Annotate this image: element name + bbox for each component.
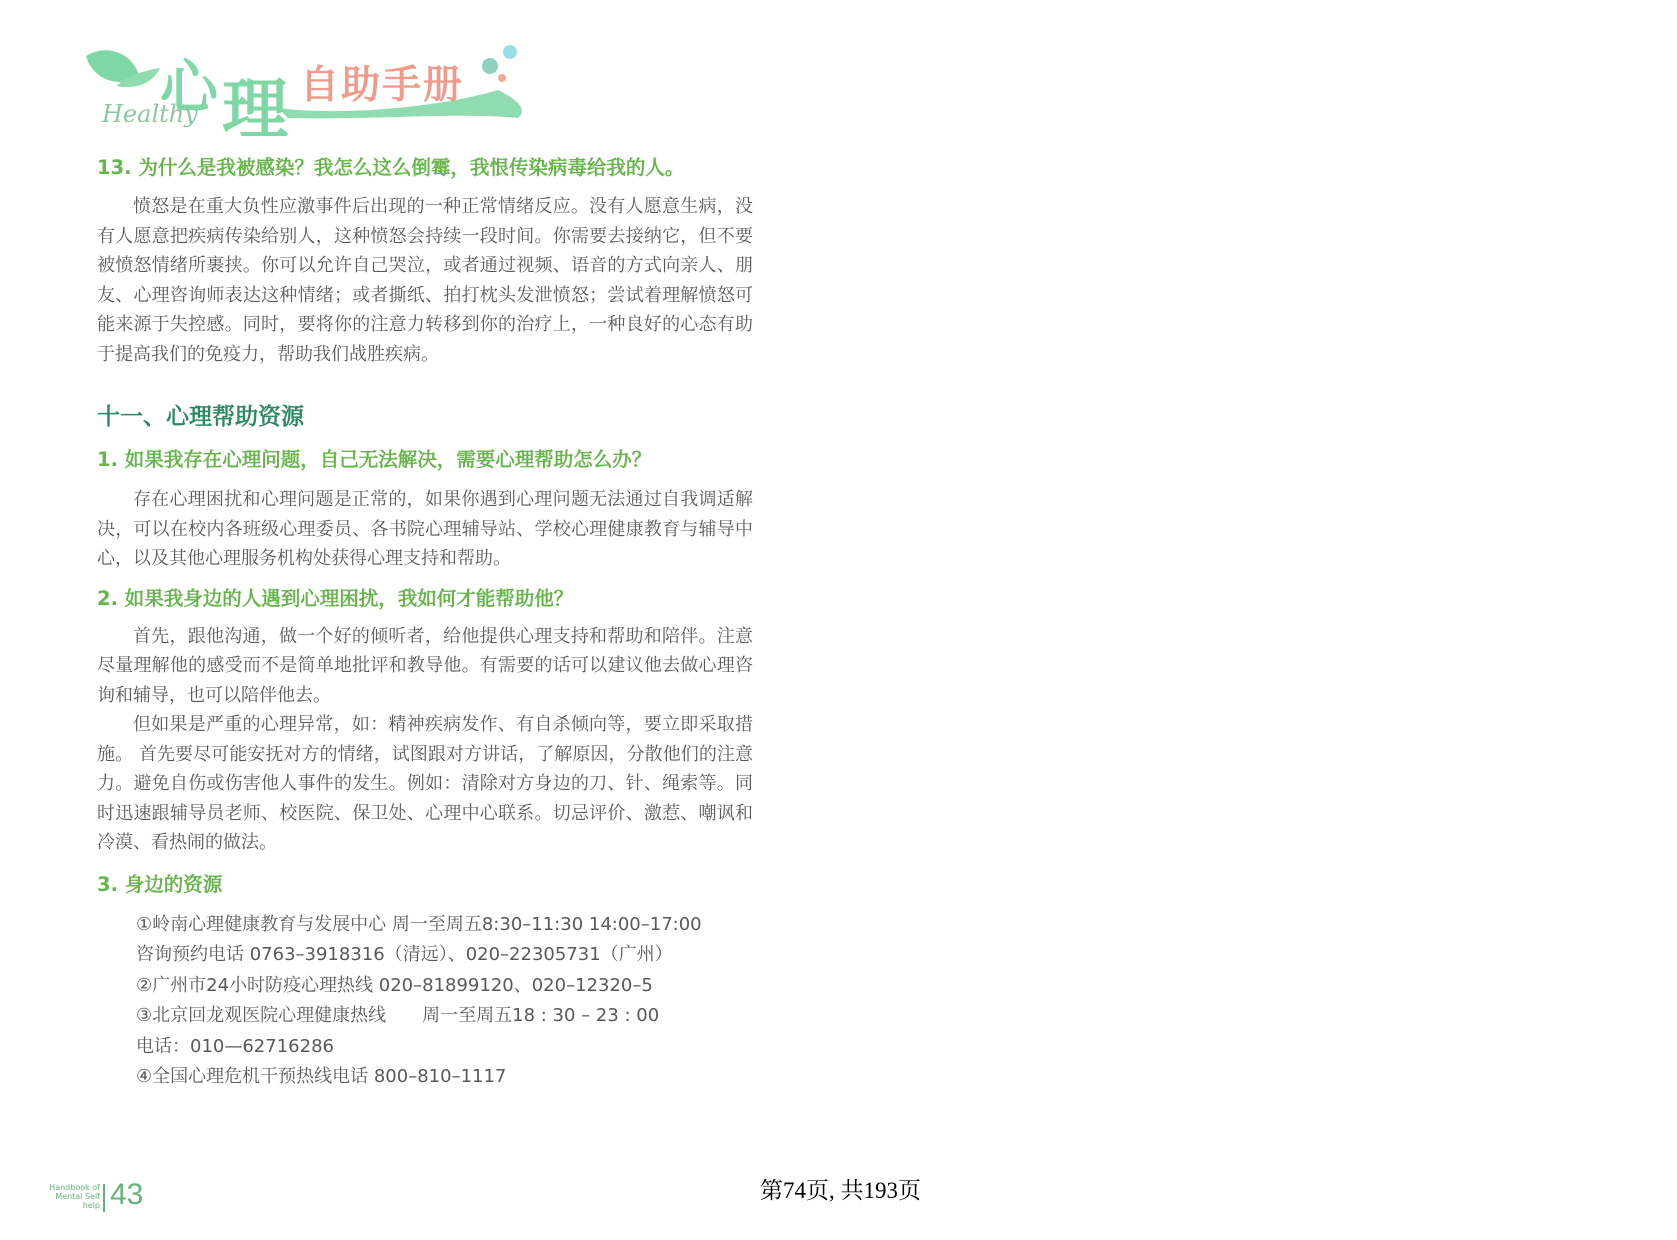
footer-label-line: Handbook of xyxy=(49,1183,100,1192)
logo-title: 自助手册 xyxy=(300,63,465,108)
question-3-title: 3. 身边的资源 xyxy=(97,872,223,896)
page-number: 43 xyxy=(110,1178,144,1211)
resource-line: ④全国心理危机干预热线电话 800–810–1117 xyxy=(136,1066,507,1087)
logo-char-xin: 心 xyxy=(160,53,221,121)
resource-list xyxy=(97,910,753,1093)
resource-line: ③北京回龙观医院心理健康热线 周一至周五18 : 30 – 23 : 00 xyxy=(136,1005,660,1026)
page-content xyxy=(97,154,753,1093)
section-title: 十一、心理帮助资源 xyxy=(97,404,304,430)
resource-line: 电话：010—62716286 xyxy=(136,1035,334,1057)
footer-handbook-label xyxy=(30,1183,100,1210)
question-13-title: 13. 为什么是我被感染？我怎么这么倒霉，我恨传染病毒给我的人。 xyxy=(97,156,685,179)
footer-divider xyxy=(103,1184,105,1212)
pager-indicator: 第74页, 共193页 xyxy=(760,1178,921,1203)
question-2-title: 2. 如果我身边的人遇到心理困扰，我如何才能帮助他？ xyxy=(97,586,574,610)
question-1-answer: 存在心理困扰和心理问题是正常的，如果你遇到心理问题无法通过自我调适解决，可以在校内各班级心理委员、各书院心理辅导站、学校心理健康教育与辅导中心，以及其他心理服务机构处获得心理支持和帮助。 xyxy=(97,489,753,569)
handbook-logo xyxy=(78,38,568,148)
question-2-answer-2: 但如果是严重的心理异常，如：精神疾病发作、有自杀倾向等，要立即采取措施。 首先要尽可能安抚对方的情绪，试图跟对方讲话，了解原因，分散他们的注意力。避免自伤或伤害他人事件的发生。例如：清除对方身边的刀、针、绳索等。同时迅速跟辅导员老师、校医院、保卫处、心理中心联系。切忌评价、激惹、嘲讽和冷漠、看热闹的做法。 xyxy=(97,714,753,853)
logo-char-li: 理 xyxy=(222,70,288,148)
footer-label-line: Mental Self xyxy=(55,1192,100,1201)
question-13-answer: 愤怒是在重大负性应激事件后出现的一种正常情绪反应。没有人愿意生病，没有人愿意把疾病传染给别人，这种愤怒会持续一段时间。你需要去接纳它，但不要被愤怒情绪所裹挟。你可以允许自己哭泣，或者通过视频、语音的方式向亲人、朋友、心理咨询师表达这种情绪；或者撕纸、拍打枕头发泄愤怒；尝试着理解愤怒可能来源于失控感。同时，要将你的注意力转移到你的治疗上，一种良好的心态有助于提高我们的免疫力，帮助我们战胜疾病。 xyxy=(97,196,753,365)
question-2-answer-1: 首先，跟他沟通，做一个好的倾听者，给他提供心理支持和帮助和陪伴。注意尽量理解他的感受而不是简单地批评和教导他。有需要的话可以建议他去做心理咨询和辅导，也可以陪伴他去。 xyxy=(97,625,753,706)
question-1-title: 1. 如果我存在心理问题，自己无法解决，需要心理帮助怎么办？ xyxy=(97,448,652,471)
footer-label-line: help xyxy=(82,1201,100,1210)
resource-line: ②广州市24小时防疫心理热线 020–81899120、020–12320–5 xyxy=(136,974,653,996)
logo-healthy: Healthy xyxy=(102,100,198,128)
resource-line: 咨询预约电话 0763–3918316（清远）、020–22305731（广州） xyxy=(136,944,673,965)
resource-line: ①岭南心理健康教育与发展中心 周一至周五8:30–11:30 14:00–17:00 xyxy=(136,913,702,935)
